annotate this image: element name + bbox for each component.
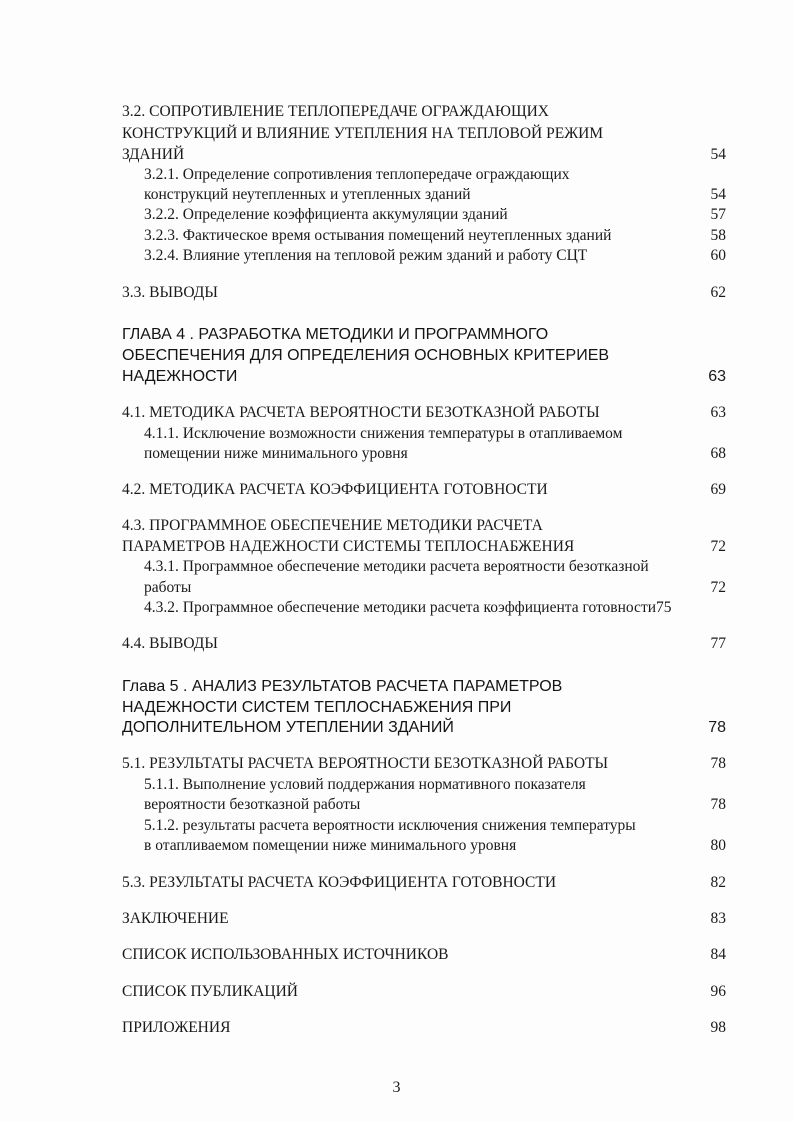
toc-entry-4-1-1-line-2 <box>0 444 793 464</box>
toc-text: 5.1.2. результаты расчета вероятности исключения снижения температуры <box>144 817 636 834</box>
toc-text: ЗАКЛЮЧЕНИЕ <box>122 910 229 927</box>
toc-entry-3-2-line-1 <box>0 102 793 122</box>
toc-text: в отапливаемом помещении ниже минимального уровня <box>144 837 517 854</box>
toc-entry-5-1-1-line-2 <box>0 795 793 815</box>
toc-page-number: 69 <box>710 481 726 498</box>
toc-chapter-4-line-1 <box>0 325 793 345</box>
toc-entry-sources <box>0 945 793 965</box>
toc-entry-4-3-1-line-2 <box>0 578 793 598</box>
toc-text: КОНСТРУКЦИЙ И ВЛИЯНИЕ УТЕПЛЕНИЯ НА ТЕПЛОВОЙ РЕЖИМ <box>122 125 604 142</box>
toc-text: ПАРАМЕТРОВ НАДЕЖНОСТИ СИСТЕМЫ ТЕПЛОСНАБЖЕНИЯ <box>122 538 575 555</box>
toc-page-number: 98 <box>710 1019 726 1036</box>
toc-entry-4-3-1-line-1 <box>0 557 793 577</box>
toc-chapter-text: ГЛАВА 4 . РАЗРАБОТКА МЕТОДИКИ И ПРОГРАММНОГО <box>122 326 549 343</box>
toc-page-number: 80 <box>710 837 726 854</box>
toc-page-number: 78 <box>708 719 726 736</box>
toc-page-number: 57 <box>710 206 726 223</box>
toc-entry-4-4 <box>0 634 793 654</box>
toc-entry-5-3 <box>0 873 793 893</box>
toc-page-number: 54 <box>710 186 726 203</box>
toc-page-number: 78 <box>710 755 726 772</box>
toc-entry-5-1-2-line-2 <box>0 836 793 856</box>
toc-page-number: 63 <box>710 404 726 421</box>
toc-text: 4.1. МЕТОДИКА РАСЧЕТА ВЕРОЯТНОСТИ БЕЗОТКАЗНОЙ РАБОТЫ <box>122 404 600 421</box>
toc-page-number: 78 <box>710 796 726 813</box>
toc-chapter-text: НАДЕЖНОСТИ СИСТЕМ ТЕПЛОСНАБЖЕНИЯ ПРИ <box>122 699 512 716</box>
toc-text: помещении ниже минимального уровня <box>144 445 408 462</box>
toc-text: СПИСОК ИСПОЛЬЗОВАННЫХ ИСТОЧНИКОВ <box>122 946 449 963</box>
toc-text: 4.3. ПРОГРАММНОЕ ОБЕСПЕЧЕНИЕ МЕТОДИКИ РАСЧЕТА <box>122 517 543 534</box>
toc-chapter-text: ДОПОЛНИТЕЛЬНОМ УТЕПЛЕНИИ ЗДАНИЙ <box>122 719 454 736</box>
toc-text: 3.2.1. Определение сопротивления теплопередаче ограждающих <box>144 166 570 183</box>
toc-entry-4-3-2 <box>0 598 793 618</box>
toc-chapter-text: НАДЕЖНОСТИ <box>122 368 238 385</box>
toc-page-number: 58 <box>710 227 726 244</box>
toc-chapter-5-line-1 <box>0 677 793 697</box>
toc-text: 3.2.3. Фактическое время остывания помещений неутепленных зданий <box>144 227 612 244</box>
toc-entry-4-3-line-2 <box>0 537 793 557</box>
toc-page-number: 60 <box>710 247 726 264</box>
toc-entry-publications <box>0 982 793 1002</box>
toc-entry-appendices <box>0 1018 793 1038</box>
toc-entry-conclusion <box>0 909 793 929</box>
toc-entry-5-1-2-line-1 <box>0 816 793 836</box>
toc-entry-4-3-line-1 <box>0 516 793 536</box>
toc-text: 4.3.1. Программное обеспечение методики расчета вероятности безотказной <box>144 558 649 575</box>
toc-page-number: 62 <box>710 284 726 301</box>
toc-page-number: 77 <box>710 635 726 652</box>
toc-text: 4.4. ВЫВОДЫ <box>122 635 218 652</box>
toc-entry-5-1-1-line-1 <box>0 775 793 795</box>
toc-text: 5.1. РЕЗУЛЬТАТЫ РАСЧЕТА ВЕРОЯТНОСТИ БЕЗОТКАЗНОЙ РАБОТЫ <box>122 755 609 772</box>
toc-text: работы <box>144 579 192 596</box>
toc-text: 5.1.1. Выполнение условий поддержания нормативного показателя <box>144 776 586 793</box>
toc-text: СПИСОК ПУБЛИКАЦИЙ <box>122 983 298 1000</box>
toc-text: ПРИЛОЖЕНИЯ <box>122 1019 231 1036</box>
toc-text: 3.3. ВЫВОДЫ <box>122 284 218 301</box>
toc-entry-3-2-4 <box>0 246 793 266</box>
toc-entry-5-1 <box>0 754 793 774</box>
toc-chapter-4-line-3 <box>0 367 793 387</box>
toc-text: 4.3.2. Программное обеспечение методики расчета коэффициента готовности75 <box>144 599 672 616</box>
toc-entry-4-1-1-line-1 <box>0 424 793 444</box>
toc-entry-3-2-2 <box>0 205 793 225</box>
toc-page-number: 84 <box>710 946 726 963</box>
toc-text: 3.2.4. Влияние утепления на тепловой режим зданий и работу СЦТ <box>144 247 588 264</box>
toc-page-number: 54 <box>710 146 726 163</box>
toc-text: конструкций неутепленных и утепленных зданий <box>144 186 471 203</box>
toc-text: 3.2.2. Определение коэффициента аккумуляции зданий <box>144 206 508 223</box>
toc-entry-3-2-1-line-1 <box>0 165 793 185</box>
toc-entry-4-1 <box>0 403 793 423</box>
toc-entry-3-2-3 <box>0 226 793 246</box>
toc-page-number: 72 <box>710 579 726 596</box>
toc-chapter-5-line-2 <box>0 698 793 718</box>
toc-text: 5.3. РЕЗУЛЬТАТЫ РАСЧЕТА КОЭФФИЦИЕНТА ГОТОВНОСТИ <box>122 874 557 891</box>
toc-page-number: 68 <box>710 445 726 462</box>
toc-text: 4.2. МЕТОДИКА РАСЧЕТА КОЭФФИЦИЕНТА ГОТОВНОСТИ <box>122 481 548 498</box>
toc-chapter-4-line-2 <box>0 346 793 366</box>
toc-page-number: 63 <box>708 368 726 385</box>
toc-chapter-text: Глава 5 . АНАЛИЗ РЕЗУЛЬТАТОВ РАСЧЕТА ПАРАМЕТРОВ <box>122 678 563 695</box>
toc-chapter-text: ОБЕСПЕЧЕНИЯ ДЛЯ ОПРЕДЕЛЕНИЯ ОСНОВНЫХ КРИТЕРИЕВ <box>122 347 610 364</box>
toc-entry-3-3 <box>0 283 793 303</box>
toc-text: вероятности безотказной работы <box>144 796 361 813</box>
toc-chapter-5-line-3 <box>0 718 793 738</box>
toc-entry-4-2 <box>0 480 793 500</box>
toc-page-number: 83 <box>710 910 726 927</box>
toc-page-number: 72 <box>710 538 726 555</box>
toc-text: 4.1.1. Исключение возможности снижения температуры в отапливаемом <box>144 425 623 442</box>
toc-text: 3.2. СОПРОТИВЛЕНИЕ ТЕПЛОПЕРЕДАЧЕ ОГРАЖДАЮЩИХ <box>122 103 549 120</box>
toc-entry-3-2-line-3 <box>0 145 793 165</box>
toc-text: ЗДАНИЙ <box>122 146 185 163</box>
toc-entry-3-2-line-2 <box>0 124 793 144</box>
page-number: 3 <box>392 1079 401 1096</box>
toc-page-number: 96 <box>710 983 726 1000</box>
toc-entry-3-2-1-line-2 <box>0 185 793 205</box>
toc-page-number: 82 <box>710 874 726 891</box>
